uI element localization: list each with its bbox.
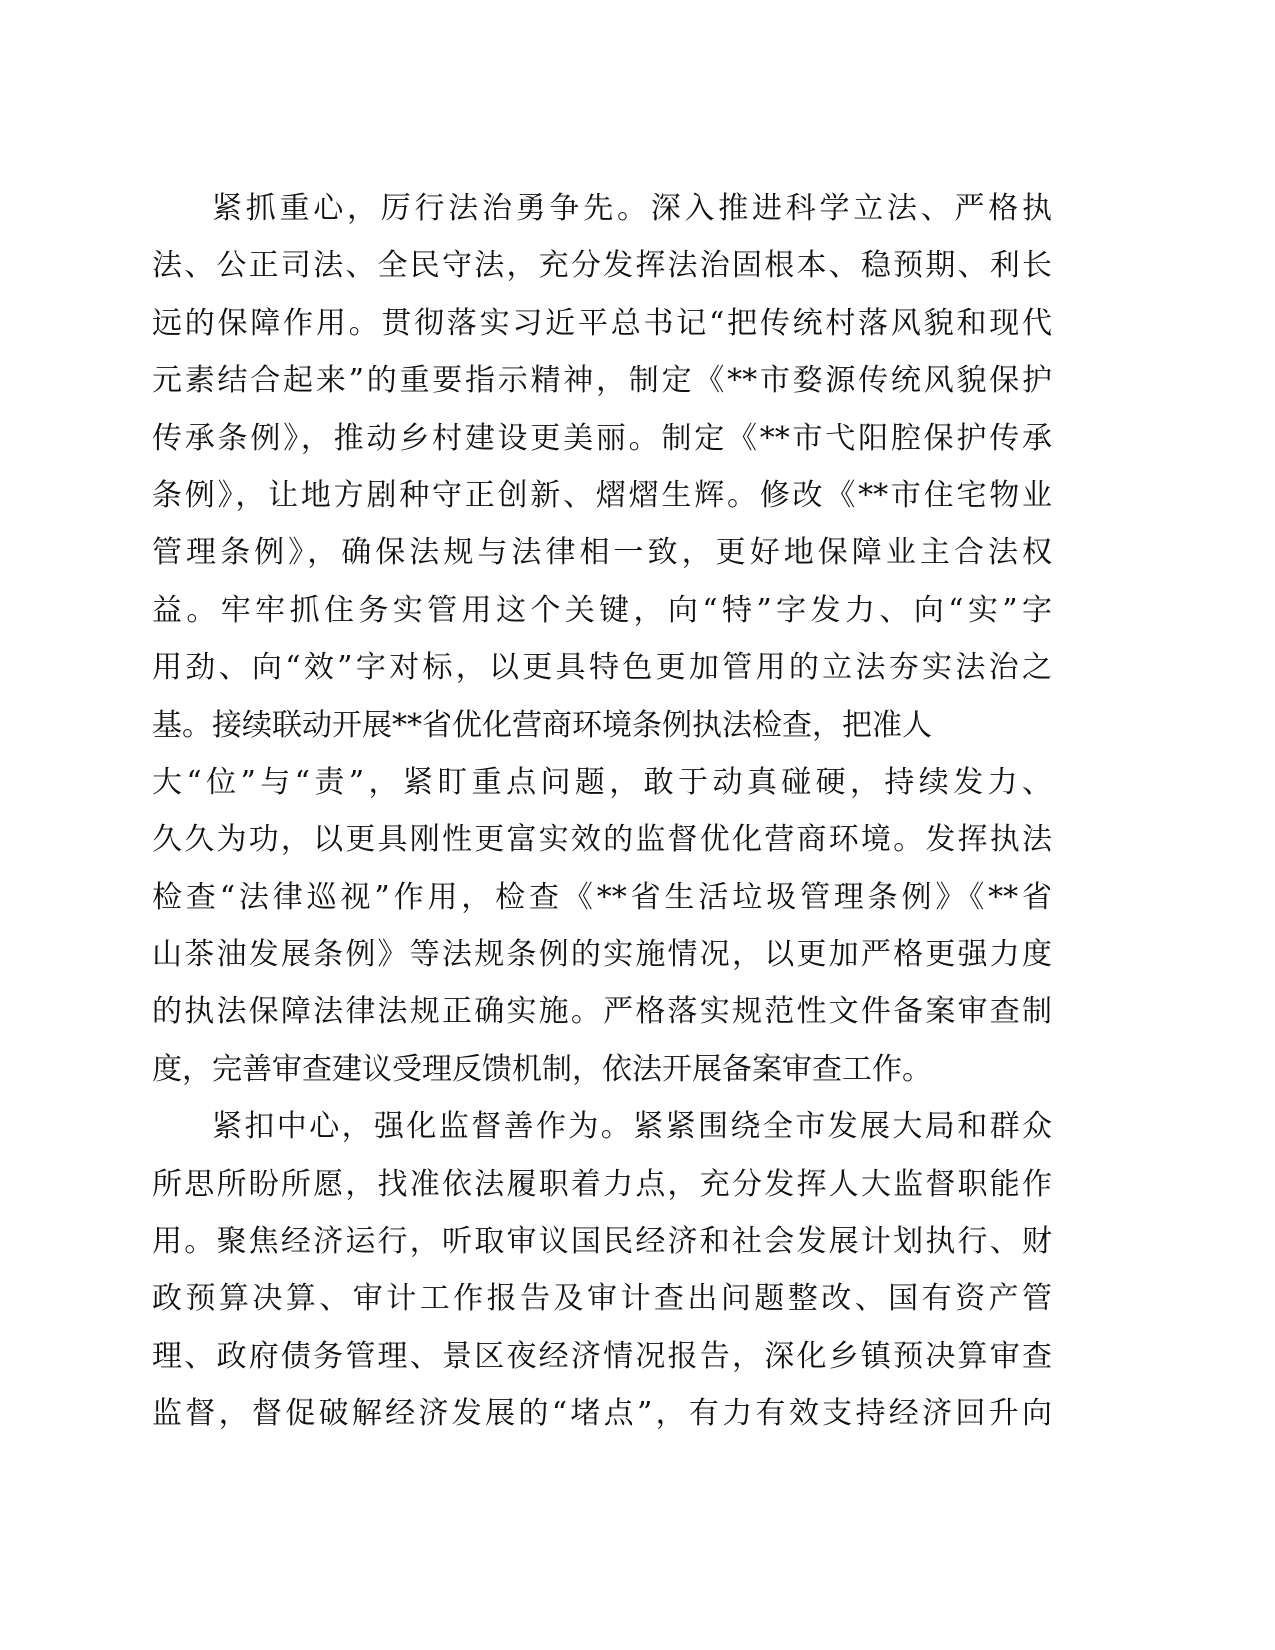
text-line: 所思所盼所愿，找准依法履职着力点，充分发挥人大监督职能作 — [152, 1166, 1052, 1202]
text-line: 元素结合起来”的重要指示精神，制定《**市婺源传统风貌保护 — [152, 363, 1052, 399]
text-line: 政预算决算、审计工作报告及审计查出问题整改、国有资产管 — [152, 1281, 1052, 1317]
text-line: 传承条例》，推动乡村建设更美丽。制定《**市弋阳腔保护传承 — [152, 420, 1052, 456]
text-line: 远的保障作用。贯彻落实习近平总书记“把传统村落风貌和现代 — [152, 305, 1052, 341]
text-line: 度，完善审查建议受理反馈机制，依法开展备案审查工作。 — [152, 1051, 932, 1087]
text-line: 久久为功，以更具刚性更富实效的监督优化营商环境。发挥执法 — [152, 822, 1052, 858]
paragraph-rule-of-law — [152, 180, 1052, 1098]
text-line: 检查“法律巡视”作用，检查《**省生活垃圾管理条例》《**省 — [152, 879, 1052, 915]
text-line: 法、公正司法、全民守法，充分发挥法治固根本、稳预期、利长 — [152, 248, 1052, 284]
text-line: 紧扣中心，强化监督善作为。紧紧围绕全市发展大局和群众 — [212, 1109, 1052, 1145]
text-line: 山茶油发展条例》等法规条例的实施情况，以更加严格更强力度 — [152, 937, 1052, 973]
text-line: 益。牢牢抓住务实管用这个关键，向“特”字发力、向“实”字 — [152, 592, 1052, 628]
text-line: 紧抓重心，厉行法治勇争先。深入推进科学立法、严格执 — [212, 191, 1052, 226]
text-line: 监督，督促破解经济发展的“堵点”，有力有效支持经济回升向 — [152, 1396, 1052, 1432]
text-line: 的执法保障法律法规正确实施。严格落实规范性文件备案审查制 — [152, 994, 1052, 1030]
text-line: 管理条例》，确保法规与法律相一致，更好地保障业主合法权 — [152, 535, 1052, 571]
text-line: 基。接续联动开展**省优化营商环境条例执法检查，把准人 — [152, 707, 932, 743]
body-text — [152, 180, 1052, 1443]
text-line: 条例》，让地方剧种守正创新、熠熠生辉。修改《**市住宅物业 — [152, 477, 1052, 513]
text-line: 用劲、向“效”字对标，以更具特色更加管用的立法夯实法治之 — [152, 650, 1052, 686]
text-line: 用。聚焦经济运行，听取审议国民经济和社会发展计划执行、财 — [152, 1224, 1052, 1260]
paragraph-supervision — [152, 1098, 1052, 1442]
text-line: 大“位”与“责”，紧盯重点问题，敢于动真碰硬，持续发力、 — [152, 764, 1052, 800]
text-line: 理、政府债务管理、景区夜经济情况报告，深化乡镇预决算审查 — [152, 1338, 1052, 1374]
